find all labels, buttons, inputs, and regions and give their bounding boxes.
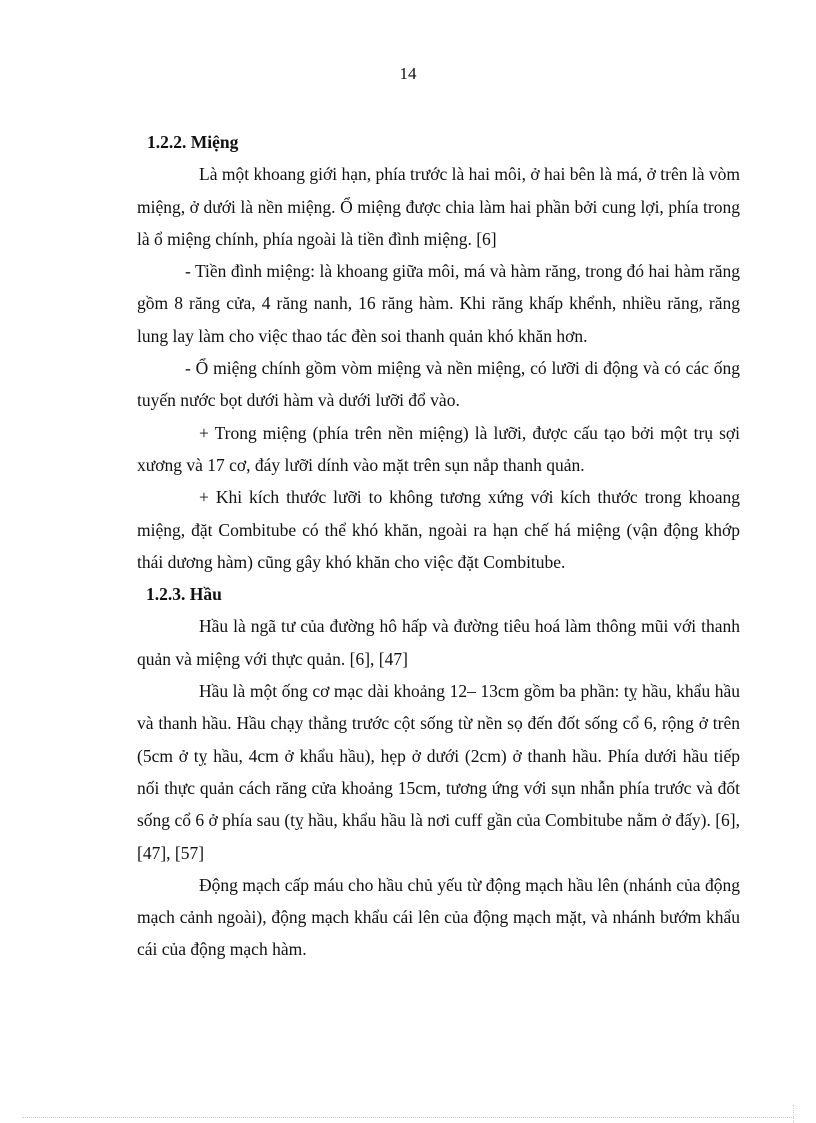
paragraph: - Ổ miệng chính gồm vòm miệng và nền miệng, có lưỡi di động và có các ống tuyến nước bọt dưới hàm và dưới lưỡi đổ vào. [137,358,740,411]
paragraph: Hầu là ngã tư của đường hô hấp và đường tiêu hoá làm thông mũi với thanh quản và miệng với thực quản. [6], [47] [137,616,740,669]
paragraph: Hầu là một ống cơ mạc dài khoảng 12– 13cm gồm ba phần: tỵ hầu, khẩu hầu và thanh hầu. Hầu chạy thẳng trước cột sống từ nền sọ đến đốt sống cổ 6, rộng ở trên (5cm ở tỵ hầu, 4cm ở khẩu hầu), hẹp ở dưới (2cm) ở thanh hầu. Phía dưới hầu tiếp nối thực quản cách răng cửa khoảng 15cm, tương ứng với sụn nhẫn phía trước và đốt sống cổ 6 ở phía sau (tỵ hầu, khẩu hầu là nơi cuff gần của Combitube nằm ở đấy). [6], [47], [57] [137,681,740,863]
paragraph: + Trong miệng (phía trên nền miệng) là lưỡi, được cấu tạo bởi một trụ sợi xương và 17 cơ, đáy lưỡi dính vào mặt trên sụn nắp thanh quản. [137,422,740,475]
page-bottom-border [22,1117,794,1118]
section-heading-mieng: 1.2.2. Miệng [147,132,239,152]
section-heading-hau: 1.2.3. Hầu [146,584,222,605]
paragraph: Động mạch cấp máu cho hầu chủ yếu từ động mạch hầu lên (nhánh của động mạch cảnh ngoài), động mạch khẩu cái lên của động mạch mặt, và nhánh bướm khẩu cái của động mạch hàm. [137,874,740,960]
page-right-border [793,1105,794,1123]
page-number: 14 [399,64,417,83]
paragraph: - Tiền đình miệng: là khoang giữa môi, má và hàm răng, trong đó hai hàm răng gồm 8 răng cửa, 4 răng nanh, 16 răng hàm. Khi răng khấp khểnh, nhiều răng, răng lung lay làm cho việc thao tác đèn soi thanh quản khó khăn hơn. [137,261,740,346]
document-body [137,126,740,966]
paragraph: Là một khoang giới hạn, phía trước là hai môi, ở hai bên là má, ở trên là vòm miệng, ở dưới là nền miệng. Ổ miệng được chia làm hai phần bởi cung lợi, phía trong là ổ miệng chính, phía ngoài là tiền đình miệng. [6] [137,164,740,249]
paragraph: + Khi kích thước lưỡi to không tương xứng với kích thước trong khoang miệng, đặt Combitube có thể khó khăn, ngoài ra hạn chế há miệng (vận động khớp thái dương hàm) cũng gây khó khăn cho việc đặt Combitube. [137,487,740,572]
